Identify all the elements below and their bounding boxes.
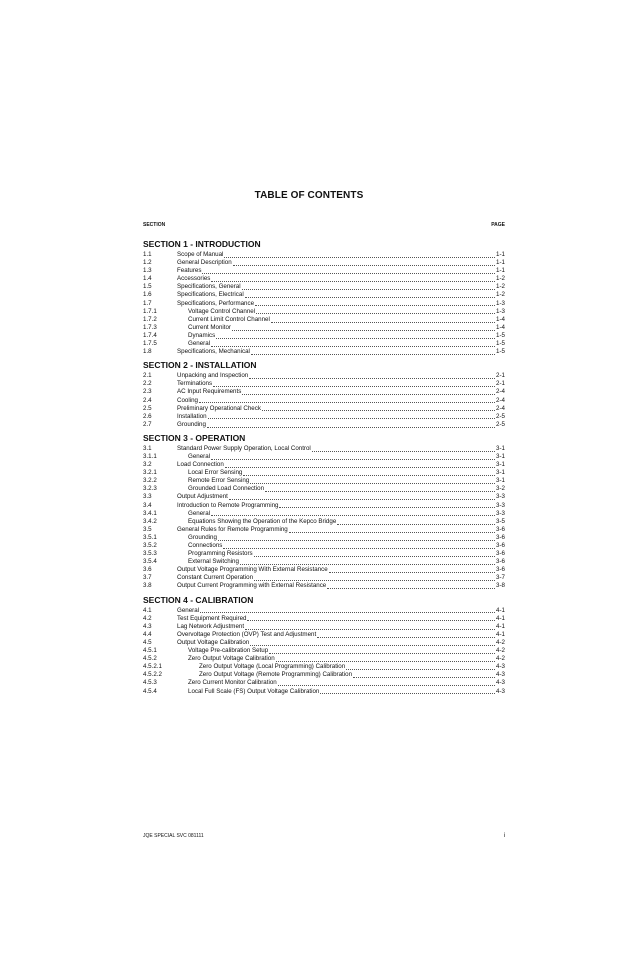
dot-leader [279, 502, 495, 509]
entry-page: 4-3 [496, 671, 505, 679]
entry-page: 2-1 [496, 372, 505, 380]
dot-leader [320, 688, 495, 695]
entry-title: Grounding [188, 533, 217, 541]
toc-entry[interactable] [143, 615, 505, 623]
entry-title: Local Error Sensing [188, 469, 243, 477]
toc-entry[interactable] [143, 308, 505, 316]
entry-number: 3.4.1 [143, 509, 157, 517]
entry-page: 3-1 [496, 444, 505, 452]
toc-entry[interactable] [143, 445, 505, 453]
entry-number: 3.6 [143, 566, 152, 574]
entry-number: 2.6 [143, 412, 152, 420]
entry-page: 3-6 [496, 542, 505, 549]
dot-leader [278, 679, 495, 686]
entry-number: 1.7.1 [143, 307, 157, 315]
entry-title: Grounded Load Connection [188, 485, 265, 493]
toc-entry[interactable] [143, 542, 505, 550]
dot-leader [271, 316, 495, 323]
entry-number: 3.4 [143, 501, 152, 509]
entry-page: 1-2 [496, 291, 505, 299]
entry-number: 2.3 [143, 388, 152, 396]
toc-entry[interactable] [143, 688, 505, 696]
entry-number: 1.1 [143, 251, 152, 258]
entry-title: Introduction to Remote Programming [177, 501, 279, 509]
dot-leader [245, 291, 495, 298]
entry-title: Remote Error Sensing [188, 477, 250, 485]
entry-title: Grounding [177, 420, 206, 428]
entry-number: 1.7.2 [143, 315, 157, 323]
entry-page: 4-2 [496, 638, 505, 646]
entry-number: 3.1.1 [143, 452, 157, 460]
entry-number: 4.3 [143, 622, 152, 630]
entry-page: 4-1 [496, 606, 505, 614]
entry-title: Specifications, Mechanical [177, 348, 250, 356]
entry-title: Dynamics [188, 331, 216, 339]
entry-title: Overvoltage Protection (OVP) Test and Adjustment [177, 630, 317, 638]
page-footer [143, 833, 505, 839]
entry-title: Specifications, Performance [177, 299, 255, 307]
entry-page: 4-1 [496, 622, 505, 630]
toc-entry[interactable] [143, 251, 505, 259]
entry-number: 4.4 [143, 630, 152, 638]
dot-leader [216, 332, 495, 339]
entry-page: 3-8 [496, 582, 505, 590]
entry-page: 2-5 [496, 412, 505, 420]
entry-page: 1-1 [496, 267, 505, 275]
entry-title: Output Voltage Calibration [177, 638, 250, 646]
entry-title: Zero Output Voltage (Remote Programming) Calibration [199, 671, 353, 679]
entry-page: 3-6 [496, 550, 505, 558]
entry-title: Constant Current Operation [177, 574, 254, 582]
entry-title: Cooling [177, 396, 198, 404]
toc-entry[interactable] [143, 631, 505, 639]
dot-leader [240, 558, 495, 565]
entry-page: 3-6 [496, 566, 505, 574]
toc-entry[interactable] [143, 477, 505, 485]
entry-number: 2.7 [143, 420, 152, 428]
dot-leader [250, 639, 495, 646]
entry-title: General [177, 606, 200, 614]
toc-entry[interactable] [143, 623, 505, 631]
entry-page: 1-3 [496, 299, 505, 307]
table-of-contents [143, 236, 505, 696]
entry-title: Scope of Manual [177, 251, 224, 258]
toc-entry[interactable] [143, 469, 505, 477]
entry-page: 2-5 [496, 420, 505, 428]
entry-page: 1-1 [496, 251, 505, 258]
toc-entry[interactable] [143, 283, 505, 291]
entry-number: 4.2 [143, 614, 152, 622]
dot-leader [224, 251, 495, 258]
entry-title: Local Full Scale (FS) Output Voltage Calibration [188, 687, 320, 695]
entry-number: 3.1 [143, 444, 152, 452]
entry-title: General Description [177, 259, 232, 267]
dot-leader [265, 485, 495, 492]
dot-leader [233, 259, 495, 266]
toc-entry[interactable] [143, 413, 505, 421]
toc-entry[interactable] [143, 300, 505, 308]
entry-page: 1-5 [496, 331, 505, 339]
toc-entry[interactable] [143, 558, 505, 566]
toc-entry[interactable] [143, 380, 505, 388]
toc-entry[interactable] [143, 275, 505, 283]
toc-entry[interactable] [143, 485, 505, 493]
dot-leader [337, 518, 495, 525]
dot-leader [223, 542, 495, 549]
dot-leader [218, 534, 495, 541]
entry-number: 1.4 [143, 275, 152, 283]
toc-entry[interactable] [143, 550, 505, 558]
entry-title: Test Equipment Required [177, 614, 247, 622]
entry-number: 3.2.3 [143, 485, 157, 493]
toc-entry[interactable] [143, 405, 505, 413]
entry-title: Connections [188, 542, 223, 549]
entry-number: 2.5 [143, 404, 152, 412]
entry-title: General [188, 452, 211, 460]
entry-page: 3-6 [496, 533, 505, 541]
entry-title: Output Voltage Programming With External Resistance [177, 566, 328, 574]
dot-leader [225, 461, 495, 468]
section-heading: SECTION 4 - CALIBRATION [143, 594, 254, 605]
entry-number: 3.2.1 [143, 469, 157, 477]
entry-number: 4.5.2.2 [143, 671, 162, 679]
entry-page: 3-6 [496, 525, 505, 533]
entry-number: 1.7.4 [143, 331, 157, 339]
entry-number: 4.5.1 [143, 647, 157, 655]
entry-number: 3.5.2 [143, 542, 157, 549]
dot-leader [200, 607, 495, 614]
entry-number: 4.5.4 [143, 687, 157, 695]
entry-page: 1-2 [496, 283, 505, 291]
entry-title: Current Limit Control Channel [188, 315, 270, 323]
entry-number: 3.2 [143, 461, 152, 469]
entry-number: 1.7 [143, 299, 152, 307]
entry-number: 3.2.2 [143, 477, 157, 485]
page-number: i [503, 833, 505, 839]
entry-number: 1.2 [143, 259, 152, 267]
entry-title: General Rules for Remote Programming [177, 525, 288, 533]
entry-title: Voltage Control Channel [188, 307, 256, 315]
toc-entry[interactable] [143, 639, 505, 647]
entry-title: Lag Network Adjustment [177, 622, 245, 630]
entry-page: 3-3 [496, 493, 505, 501]
entry-number: 3.5.4 [143, 558, 157, 566]
toc-entry[interactable] [143, 291, 505, 299]
entry-title: Output Current Programming with External Resistance [177, 582, 327, 590]
dot-leader [243, 469, 495, 476]
entry-title: External Switching [188, 558, 239, 566]
entry-page: 1-5 [496, 340, 505, 348]
dot-leader [242, 388, 495, 395]
entry-number: 2.1 [143, 372, 152, 380]
entry-title: AC Input Requirements [177, 388, 242, 396]
dot-leader [250, 477, 495, 484]
entry-title: Unpacking and Inspection [177, 372, 249, 380]
entry-page: 3-3 [496, 501, 505, 509]
entry-page: 2-4 [496, 388, 505, 396]
toc-entry[interactable] [143, 461, 505, 469]
toc-entry[interactable] [143, 340, 505, 348]
dot-leader [262, 405, 495, 412]
entry-number: 1.8 [143, 348, 152, 356]
entry-page: 3-1 [496, 477, 505, 485]
entry-title: Preliminary Operational Check [177, 404, 261, 412]
entry-title: Load Connection [177, 461, 224, 469]
toc-entry[interactable] [143, 493, 505, 501]
dot-leader [289, 526, 495, 533]
entry-number: 3.5.1 [143, 533, 157, 541]
entry-page: 1-5 [496, 348, 505, 356]
entry-title: Zero Output Voltage (Local Programming) Calibration [199, 663, 346, 671]
entry-number: 4.5.2 [143, 655, 157, 663]
entry-number: 1.5 [143, 283, 152, 291]
toc-entry[interactable] [143, 510, 505, 518]
dot-leader [208, 413, 495, 420]
entry-page: 2-4 [496, 396, 505, 404]
entry-page: 4-3 [496, 679, 505, 687]
entry-number: 1.7.3 [143, 323, 157, 331]
section-heading: SECTION 2 - INSTALLATION [143, 360, 257, 371]
toc-entry[interactable] [143, 582, 505, 590]
page-title: TABLE OF CONTENTS [254, 190, 364, 201]
entry-title: Zero Output Voltage Calibration [188, 655, 275, 663]
entry-number: 4.5.2.1 [143, 663, 162, 671]
dot-leader [254, 574, 495, 581]
toc-entry[interactable] [143, 526, 505, 534]
toc-entry[interactable] [143, 566, 505, 574]
entry-title: Installation [177, 412, 207, 420]
toc-entry[interactable] [143, 574, 505, 582]
dot-leader [232, 324, 495, 331]
entry-title: Features [177, 267, 202, 275]
dot-leader [329, 566, 495, 573]
entry-page: 3-6 [496, 558, 505, 566]
dot-leader [242, 283, 495, 290]
toc-entry[interactable] [143, 397, 505, 405]
entry-title: General [188, 340, 211, 348]
entry-title: Zero Current Monitor Calibration [188, 679, 277, 687]
entry-title: Output Adjustment [177, 493, 228, 501]
entry-page: 3-7 [496, 574, 505, 582]
entry-number: 3.5.3 [143, 550, 157, 558]
entry-page: 1-2 [496, 275, 505, 283]
entry-title: Specifications, General [177, 283, 241, 291]
entry-title: Specifications, Electrical [177, 291, 244, 299]
entry-title: Programming Resistors [188, 550, 253, 558]
toc-entry[interactable] [143, 372, 505, 380]
entry-page: 1-3 [496, 307, 505, 315]
dot-leader [211, 453, 495, 460]
dot-leader [346, 663, 495, 670]
entry-page: 1-4 [496, 323, 505, 331]
entry-number: 2.4 [143, 396, 152, 404]
entry-title: Current Monitor [188, 323, 231, 331]
dot-leader [317, 631, 495, 638]
entry-number: 3.4.2 [143, 517, 157, 525]
entry-page: 3-3 [496, 509, 505, 517]
entry-number: 4.1 [143, 606, 152, 614]
section-heading: SECTION 3 - OPERATION [143, 432, 246, 443]
entry-title: General [188, 509, 211, 517]
dot-leader [247, 615, 495, 622]
toc-entry[interactable] [143, 518, 505, 526]
dot-leader [245, 623, 495, 630]
entry-page: 2-1 [496, 380, 505, 388]
dot-leader [353, 671, 495, 678]
dot-leader [211, 340, 495, 347]
toc-entry[interactable] [143, 316, 505, 324]
section-heading: SECTION 1 - INTRODUCTION [143, 239, 261, 249]
toc-entry[interactable] [143, 607, 505, 615]
entry-page: 4-2 [496, 647, 505, 655]
dot-leader [255, 300, 495, 307]
entry-page: 3-5 [496, 517, 505, 525]
dot-leader [269, 647, 495, 654]
toc-entry[interactable] [143, 388, 505, 396]
toc-entry[interactable] [143, 324, 505, 332]
document-id: JQE SPECIAL SVC 081111 [143, 833, 204, 839]
toc-entry[interactable] [143, 679, 505, 687]
dot-leader [211, 275, 495, 282]
toc-entry[interactable] [143, 655, 505, 663]
toc-entry[interactable] [143, 502, 505, 510]
entry-page: 4-3 [496, 663, 505, 671]
dot-leader [249, 372, 495, 379]
entry-number: 1.3 [143, 267, 152, 275]
entry-page: 4-3 [496, 687, 505, 695]
entry-number: 3.3 [143, 493, 152, 501]
entry-number: 4.5.3 [143, 679, 157, 687]
entry-page: 4-2 [496, 655, 505, 663]
toc-entry[interactable] [143, 348, 505, 356]
entry-number: 3.7 [143, 574, 152, 582]
entry-page: 3-1 [496, 469, 505, 477]
entry-page: 1-1 [496, 259, 505, 267]
toc-entry[interactable] [143, 259, 505, 267]
entry-title: Voltage Pre-calibration Setup [188, 647, 269, 655]
entry-page: 3-2 [496, 485, 505, 493]
dot-leader [211, 510, 495, 517]
entry-page: 3-1 [496, 461, 505, 469]
toc-entry[interactable] [143, 332, 505, 340]
toc-entry[interactable] [143, 267, 505, 275]
toc-entry[interactable] [143, 453, 505, 461]
entry-number: 1.6 [143, 291, 152, 299]
dot-leader [229, 493, 495, 500]
dot-leader [199, 397, 495, 404]
entry-title: Terminations [177, 380, 213, 388]
entry-title: Accessories [177, 275, 211, 283]
dot-leader [254, 550, 495, 557]
dot-leader [213, 380, 495, 387]
dot-leader [202, 267, 495, 274]
toc-entry[interactable] [143, 534, 505, 542]
entry-number: 1.7.5 [143, 340, 157, 348]
entry-number: 3.8 [143, 582, 152, 590]
toc-entry[interactable] [143, 663, 505, 671]
dot-leader [256, 308, 495, 315]
dot-leader [312, 445, 495, 452]
entry-title: Standard Power Supply Operation, Local Control [177, 444, 311, 452]
entry-title: Equations Showing the Operation of the Kepco Bridge [188, 517, 337, 525]
section-column-header: SECTION [143, 222, 166, 228]
toc-entry[interactable] [143, 647, 505, 655]
entry-page: 1-4 [496, 315, 505, 323]
entry-page: 4-1 [496, 614, 505, 622]
dot-leader [276, 655, 495, 662]
toc-entry[interactable] [143, 671, 505, 679]
entry-page: 3-1 [496, 452, 505, 460]
entry-number: 3.5 [143, 525, 152, 533]
entry-page: 2-4 [496, 404, 505, 412]
entry-page: 4-1 [496, 630, 505, 638]
page-column-header: PAGE [491, 222, 505, 228]
entry-number: 4.5 [143, 638, 152, 646]
dot-leader [327, 582, 495, 589]
dot-leader [251, 348, 495, 355]
dot-leader [207, 421, 495, 428]
entry-number: 2.2 [143, 380, 152, 388]
toc-entry[interactable] [143, 421, 505, 429]
